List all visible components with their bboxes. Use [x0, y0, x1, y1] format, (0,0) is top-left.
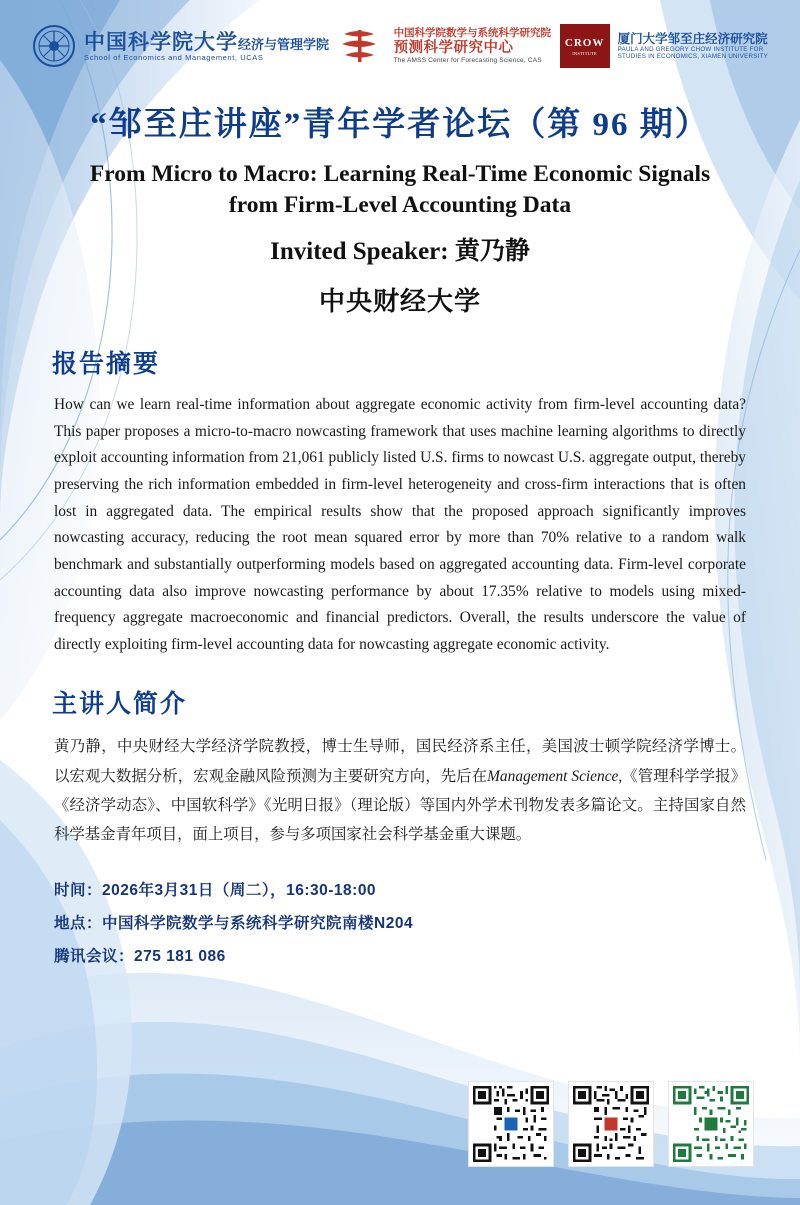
event-logistics	[54, 878, 800, 966]
amss-forecasting-center-logo	[338, 26, 552, 66]
poster-title-en-line2: from Firm-Level Accounting Data	[228, 192, 572, 219]
event-place-row	[54, 911, 800, 933]
bio-heading: 主讲人简介	[52, 691, 188, 719]
speaker-bio	[54, 732, 746, 849]
poster-title-cn: “邹至庄讲座”青年学者论坛（第 96 期）	[90, 107, 710, 143]
qr-code-2[interactable]	[568, 1081, 654, 1167]
crow-logo-en2: STUDIES IN ECONOMICS, XIAMEN UNIVERSITY	[617, 53, 768, 61]
event-place-label: 地点：	[54, 914, 103, 932]
qr-code-1[interactable]	[468, 1081, 554, 1167]
abstract-text: How can we learn real-time information about aggregate economic activity from firm-level accounting data? This paper proposes a micro-to-macro nowcasting framework that uses machine learning algorithms to directly exploit accounting information from 21,061 publicly listed U.S. firms to nowcast U.S. aggregate output, thereby preserving the rich information embedded in firm-level heterogeneity and cross-firm interactions that is often lost in aggregated data. The empirical results show that the proposed approach significantly improves nowcasting accuracy, reducing the root mean squared error by more than 70% relative to a random walk benchmark and substantially outperforming models based on aggregated accounting data. Firm-level corporate accounting data also improve nowcasting performance by about 17.35% relative to models using mixed-frequency aggregate macroeconomic and financial predictors. Overall, the results underscore the value of directly exploiting firm-level accounting data for nowcasting aggregate economic activity.	[54, 396, 746, 653]
event-time-label: 时间：	[54, 881, 103, 899]
crow-logo-cn: 厦门大学邹至庄经济研究院	[617, 31, 768, 46]
bio-part1: 黄乃静，中央财经大学经济学院教授，博士生导师，国民经济系主任，美国波士顿学院经济学博士。以宏观大数据分析，宏观金融风险预测为主要研究方向，先后在	[54, 738, 746, 785]
qr-code-3[interactable]	[668, 1081, 754, 1167]
amss-logo-line3: The AMSS Center for Forecasting Science, CAS	[393, 56, 542, 64]
qr-code-row	[468, 1081, 754, 1167]
bio-journal-italic: Management Science,	[487, 767, 623, 785]
crow-logo-en1: PAULA AND GREGORY CHOW INSTITUTE FOR	[617, 46, 764, 54]
crow-badge-main: CROW	[564, 36, 605, 49]
event-meeting-label: 腾讯会议：	[54, 947, 135, 965]
ucas-economics-management-logo	[32, 24, 329, 68]
poster-title-en-line1: From Micro to Macro: Learning Real-Time Economic Signals	[89, 161, 711, 187]
event-time-value: 2026年3月31日（周二），16:30-18:00	[102, 881, 377, 899]
crow-badge-icon	[560, 24, 610, 68]
speaker-label: Invited Speaker:	[270, 238, 449, 266]
bio-part2: 《管理科学学报》《经济学动态》、中国软科学》《光明日报》（理论版）等国内外学术刊物发表多篇论文。主持国家自然科学基金青年项目，面上项目，参与多项国家社会科学基金重大课题。	[54, 767, 746, 844]
ucas-logo-cn-main: 中国科学院大学	[84, 29, 238, 54]
ucas-emblem-icon	[32, 24, 76, 68]
event-place-value: 中国科学院数学与系统科学研究院南楼N204	[102, 914, 414, 932]
ucas-logo-en: School of Economics and Management, UCAS	[84, 52, 264, 62]
event-time-row	[54, 878, 800, 900]
speaker-line	[0, 231, 800, 267]
speaker-name: 黄乃静	[454, 238, 530, 266]
amss-emblem-icon	[338, 26, 384, 66]
event-meeting-value: 275 181 086	[134, 947, 226, 965]
abstract-heading: 报告摘要	[52, 351, 161, 379]
speaker-affiliation: 中央财经大学	[318, 287, 481, 317]
event-meeting-row	[54, 944, 800, 966]
xiamen-crow-institute-logo	[560, 24, 768, 68]
ucas-logo-cn-sub: 经济与管理学院	[238, 36, 330, 52]
amss-logo-line2: 预测科学研究中心	[393, 39, 514, 56]
crow-badge-sub: INSTITUTE	[572, 50, 597, 56]
header-logo-bar	[0, 0, 800, 92]
amss-logo-line1: 中国科学院数学与系统科学研究院	[393, 27, 552, 39]
poster-title-en	[0, 159, 800, 221]
